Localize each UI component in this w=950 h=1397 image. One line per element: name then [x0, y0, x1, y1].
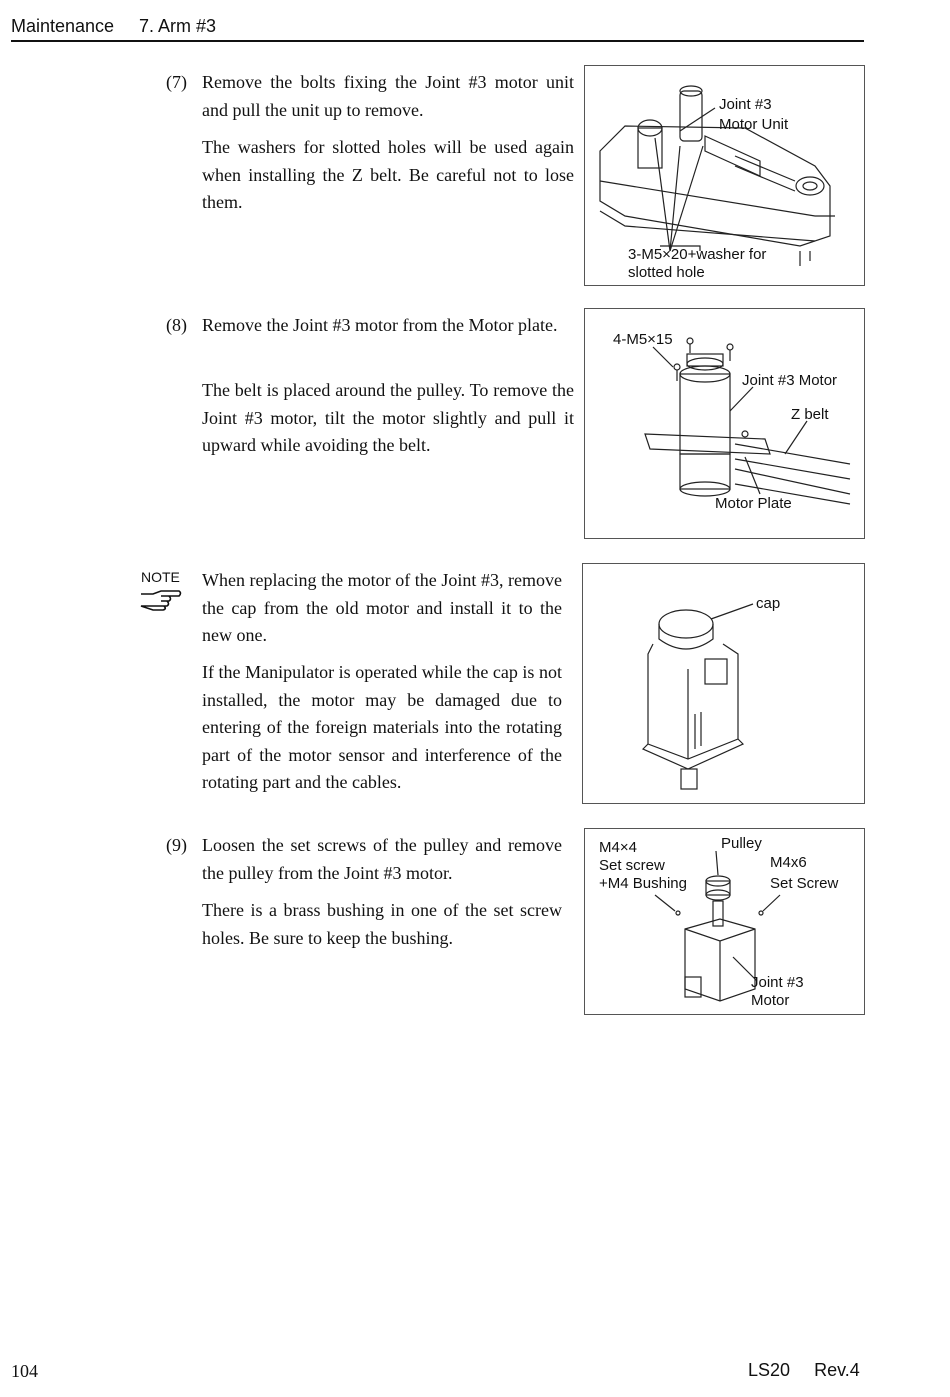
- label-motor-2: Motor: [751, 992, 790, 1009]
- header-chapter: 7. Arm #3: [139, 16, 217, 36]
- page-number: 104: [11, 1361, 38, 1381]
- step-9-text-2: There is a brass bushing in one of the set screw holes. Be sure to keep the bushing.: [202, 900, 562, 948]
- figure-motor-cap: [582, 563, 865, 804]
- figure-motor-plate: [584, 308, 865, 539]
- step-8-text-2: The belt is placed around the pulley. To remove the Joint #3 motor, tilt the motor slightly and pull it upward while avoiding the belt.: [202, 380, 574, 455]
- note-text-1: When replacing the motor of the Joint #3, remove the cap from the old motor and install it to the new one.: [202, 570, 562, 645]
- step-9-text-1: Loosen the set screws of the pulley and remove the pulley from the Joint #3 motor.: [202, 835, 562, 883]
- footer-doc-id: LS20: [748, 1360, 791, 1380]
- label-cap: cap: [756, 595, 781, 612]
- label-m4x6: M4x6: [770, 854, 807, 871]
- label-z-belt: Z belt: [791, 406, 829, 423]
- note-label: NOTE: [141, 569, 180, 585]
- pointing-hand-icon: [139, 588, 183, 612]
- label-set-screw: Set screw: [599, 857, 665, 874]
- label-slotted-hole: slotted hole: [628, 264, 705, 281]
- label-joint3: Joint #3: [719, 96, 772, 113]
- label-motor-unit: Motor Unit: [719, 116, 789, 133]
- label-m4x4: M4×4: [599, 839, 637, 856]
- label-bolts: 3-M5×20+washer for: [628, 246, 767, 263]
- step-9-number: (9): [166, 835, 187, 855]
- label-m4-bushing: +M4 Bushing: [599, 875, 687, 892]
- note-text-2: If the Manipulator is operated while the cap is not installed, the motor may be damaged due to entering of the foreign materials into the rotating part of the motor sensor and interference of the rotating part and the cables.: [202, 662, 562, 792]
- label-joint3-2: Joint #3: [751, 974, 804, 991]
- label-motor-plate: Motor Plate: [715, 495, 792, 512]
- footer-doc: [748, 1360, 860, 1381]
- step-7-text-1: Remove the bolts fixing the Joint #3 motor unit and pull the unit up to remove.: [202, 72, 574, 120]
- step-8-number: (8): [166, 315, 187, 335]
- label-pulley: Pulley: [721, 835, 762, 852]
- step-7-text-2: The washers for slotted holes will be used again when installing the Z belt. Be careful not to lose them.: [202, 137, 574, 212]
- label-joint3-motor: Joint #3 Motor: [742, 372, 838, 389]
- step-7-number: (7): [166, 72, 187, 92]
- figure-joint3-motor-unit: [584, 65, 865, 286]
- header-section: Maintenance: [11, 16, 115, 36]
- label-set-screw-2: Set Screw: [770, 875, 839, 892]
- motor-cap-illustration: [583, 564, 864, 803]
- footer-revision: Rev.4: [814, 1360, 860, 1380]
- figure-pulley: [584, 828, 865, 1015]
- page-header: [11, 14, 864, 42]
- step-8-text-1: Remove the Joint #3 motor from the Motor plate.: [202, 315, 558, 335]
- label-4-m5x15: 4-M5×15: [613, 331, 673, 348]
